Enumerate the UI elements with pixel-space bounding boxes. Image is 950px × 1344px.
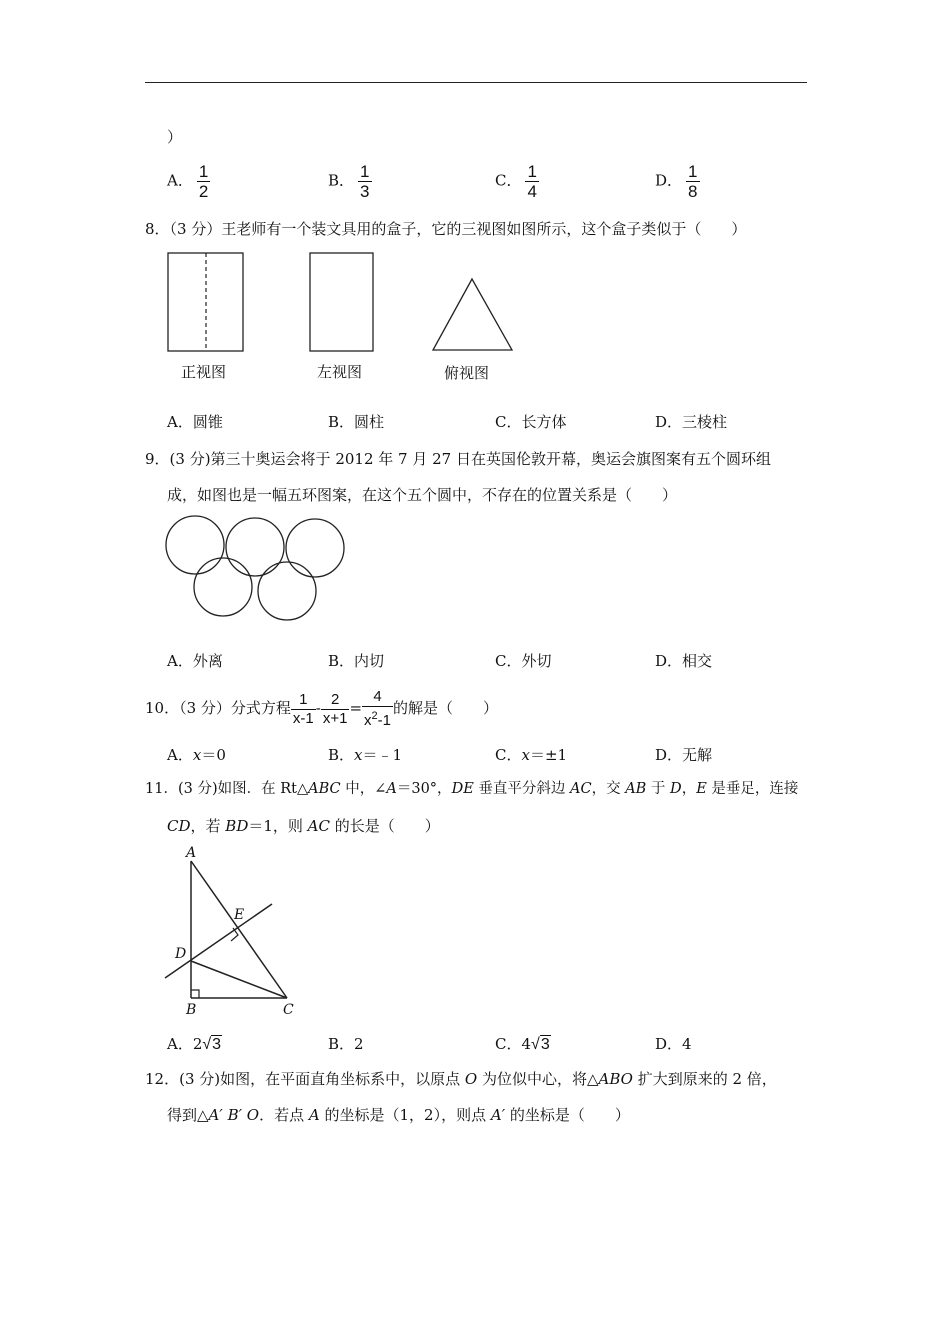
q11-option-d[interactable]: D．4	[655, 1035, 692, 1053]
side-view-caption: 左视图	[317, 363, 363, 381]
label-d: D	[175, 946, 187, 962]
segment-cd	[191, 961, 287, 998]
q11-option-b[interactable]: B．2	[328, 1035, 364, 1053]
q10-option-a[interactable]: A．x＝0	[167, 746, 226, 764]
q9-option-d[interactable]: D．相交	[655, 652, 713, 670]
q10-option-b[interactable]: B．x＝﹣1	[328, 746, 403, 764]
top-view-caption: 俯视图	[444, 364, 490, 382]
label-a: A	[186, 845, 197, 861]
q8-option-a[interactable]: A．圆锥	[167, 413, 223, 431]
line-de	[165, 904, 272, 978]
fraction: $\frac{1}{3}$	[360, 162, 370, 201]
q7-option-a[interactable]: A． $\frac{1}{2}$	[167, 162, 209, 201]
q11-option-c[interactable]: C．4√3	[495, 1035, 550, 1053]
q9-question-line2: 成，如图也是一幅五环图案，在这个五个圆中，不存在的位置关系是（ ）	[167, 486, 678, 504]
side-ac	[191, 861, 287, 998]
fraction: $\frac{1}{8}$	[688, 162, 698, 201]
fraction-3: $\frac{4}{x^2-1}$	[364, 688, 391, 729]
right-angle-mark-b	[191, 990, 199, 998]
q9-option-b[interactable]: B．内切	[328, 652, 385, 670]
q10-question: 10．（3 分）分式方程 $\frac{1}{x-1}$ - $\frac{2}{x+1}$ = $\frac{4}{x^2-1}$ 的解是（ ）	[145, 688, 498, 729]
fraction-2: $\frac{2}{x+1}$	[322, 690, 348, 727]
q8-option-b[interactable]: B．圆柱	[328, 413, 385, 431]
label-e: E	[234, 907, 245, 923]
label-b: B	[186, 1002, 197, 1018]
q9-option-a[interactable]: A．外离	[167, 652, 223, 670]
sqrt-symbol: √3	[202, 1036, 222, 1053]
q7-option-c[interactable]: C． $\frac{1}{4}$	[495, 162, 537, 201]
q12-question-line2: 得到△A′ B′ O．若点 A 的坐标是（1，2），则点 A′ 的坐标是（ ）	[167, 1106, 630, 1124]
q7-option-b[interactable]: B． $\frac{1}{3}$	[328, 162, 370, 201]
q10-option-c[interactable]: C．x＝±1	[495, 746, 568, 764]
q8-option-c[interactable]: C．长方体	[495, 413, 567, 431]
fraction: $\frac{1}{2}$	[198, 162, 209, 201]
label-c: C	[283, 1002, 294, 1018]
q11-question-line1: 11．(3 分)如图．在 Rt△ABC 中，∠A＝30°，DE 垂直平分斜边 AC，交 AB 于 D，E 是垂足，连接	[145, 781, 799, 797]
q7-option-d[interactable]: D． $\frac{1}{8}$	[655, 162, 698, 201]
sqrt-symbol: √3	[531, 1036, 550, 1053]
front-view-caption: 正视图	[181, 363, 227, 381]
q12-question-line1: 12．(3 分)如图，在平面直角坐标系中，以原点 O 为位似中心，将△ABO 扩大到原来的 2 倍，	[145, 1070, 777, 1088]
fraction-1: $\frac{1}{x-1}$	[292, 690, 314, 727]
right-angle-mark-e	[231, 928, 238, 941]
q7-tail: ）	[167, 128, 183, 146]
q11-question-line2: CD，若 BD＝1，则 AC 的长是（ ）	[167, 817, 440, 835]
q11-option-a[interactable]: A．2√3	[167, 1035, 222, 1053]
q9-option-c[interactable]: C．外切	[495, 652, 552, 670]
q9-question-line1: 9．(3 分)第三十奥运会将于 2012 年 7 月 27 日在英国伦敦开幕，奥运会旗图案有五个圆环组	[145, 450, 771, 468]
fraction: $\frac{1}{4}$	[527, 162, 537, 201]
q10-option-d[interactable]: D．无解	[655, 746, 713, 764]
q8-question: 8．（3 分）王老师有一个装文具用的盒子，它的三视图如图所示，这个盒子类似于（ ）	[145, 220, 747, 238]
q8-option-d[interactable]: D．三棱柱	[655, 413, 728, 431]
